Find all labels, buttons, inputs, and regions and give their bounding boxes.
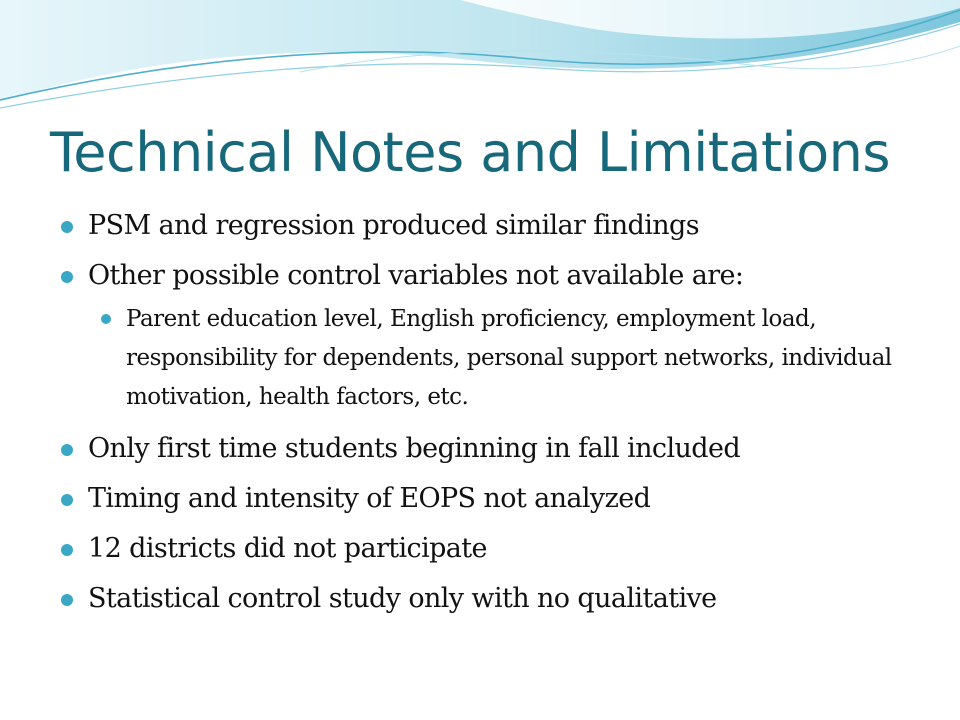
sub-bullet-item — [88, 300, 926, 417]
bullet-item — [60, 431, 930, 467]
bullet-list — [60, 208, 930, 617]
bullet-item — [60, 208, 930, 244]
bullet-dot-icon — [101, 314, 111, 324]
bullet-dot-icon — [61, 271, 73, 283]
sub-bullet-list — [88, 300, 930, 417]
bullet-dot-icon — [61, 544, 73, 556]
header-wave-decoration — [0, 0, 960, 130]
bullet-text: 12 districts did not participate — [88, 533, 487, 564]
slide-title: Technical Notes and Limitations — [50, 121, 891, 184]
sub-bullet-text: Parent education level, English proficiency, employment load, responsibility for dependents, personal support networks, individual motivation, health factors, etc. — [126, 306, 892, 410]
bullet-item — [60, 258, 930, 417]
bullet-item — [60, 581, 930, 617]
bullet-text: Only first time students beginning in fall included — [88, 433, 741, 464]
bullet-list-container — [60, 208, 930, 631]
bullet-dot-icon — [61, 494, 73, 506]
bullet-dot-icon — [61, 221, 73, 233]
bullet-item — [60, 531, 930, 567]
bullet-text: Other possible control variables not available are: — [88, 260, 744, 291]
bullet-dot-icon — [61, 444, 73, 456]
bullet-text: Statistical control study only with no qualitative — [88, 583, 717, 614]
bullet-item — [60, 481, 930, 517]
bullet-text: Timing and intensity of EOPS not analyzed — [88, 483, 651, 514]
bullet-text: PSM and regression produced similar findings — [88, 210, 699, 241]
bullet-dot-icon — [61, 594, 73, 606]
